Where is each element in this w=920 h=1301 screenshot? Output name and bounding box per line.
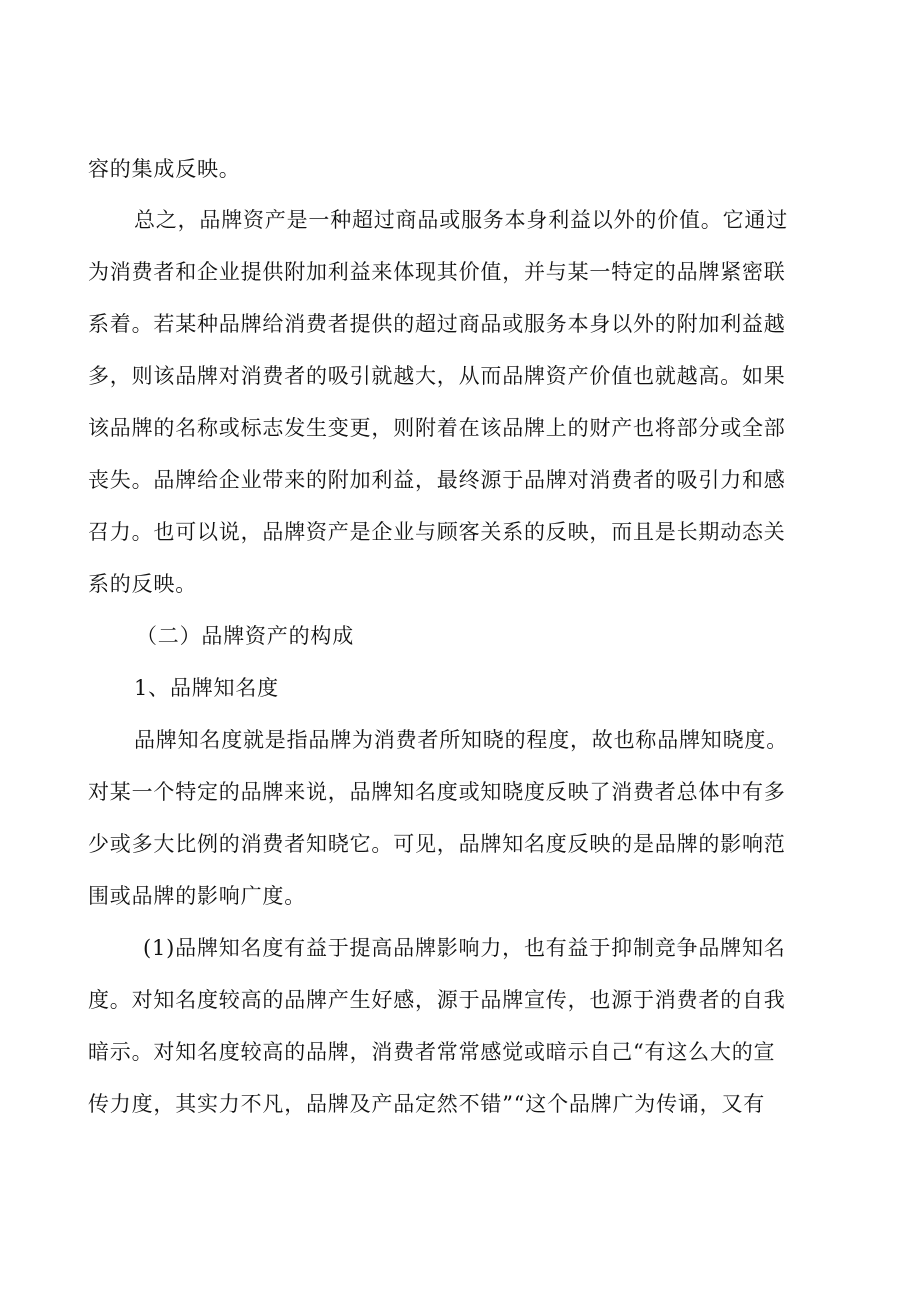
paragraph-line: 少或多大比例的消费者知晓它。可见，品牌知名度反映的是品牌的影响范 bbox=[88, 832, 786, 856]
paragraph-line: 暗示。对知名度较高的品牌，消费者常常感觉或暗示自己“有这么大的宣 bbox=[88, 1040, 776, 1064]
paragraph-line: 召力。也可以说，品牌资产是企业与顾客关系的反映，而且是长期动态关 bbox=[88, 520, 786, 544]
paragraph-line: 围或品牌的影响广度。 bbox=[88, 884, 306, 908]
paragraph-line: 多，则该品牌对消费者的吸引就越大，从而品牌资产价值也就越高。如果 bbox=[88, 364, 786, 388]
paragraph-line: 该品牌的名称或标志发生变更，则附着在该品牌上的财产也将部分或全部 bbox=[88, 416, 786, 440]
paragraph-line: 传力度，其实力不凡，品牌及产品定然不错”“这个品牌广为传诵，又有 bbox=[88, 1092, 766, 1116]
paragraph-line: (1)品牌知名度有益于提高品牌影响力，也有益于抑制竞争品牌知名 bbox=[143, 936, 786, 960]
paragraph-line: 丧失。品牌给企业带来的附加利益，最终源于品牌对消费者的吸引力和感 bbox=[88, 468, 786, 492]
paragraph-line: 对某一个特定的品牌来说，品牌知名度或知晓度反映了消费者总体中有多 bbox=[88, 780, 786, 804]
subsection-heading: 1、品牌知名度 bbox=[134, 676, 279, 700]
section-heading: （二）品牌资产的构成 bbox=[136, 624, 354, 648]
paragraph-line: 品牌知名度就是指品牌为消费者所知晓的程度，故也称品牌知晓度。 bbox=[134, 728, 788, 752]
paragraph-line: 系的反映。 bbox=[88, 572, 197, 596]
paragraph-line: 总之，品牌资产是一种超过商品或服务本身利益以外的价值。它通过 bbox=[134, 208, 788, 232]
paragraph-line: 系着。若某种品牌给消费者提供的超过商品或服务本身以外的附加利益越 bbox=[88, 312, 786, 336]
paragraph-line: 度。对知名度较高的品牌产生好感，源于品牌宣传，也源于消费者的自我 bbox=[88, 988, 786, 1012]
paragraph-line: 为消费者和企业提供附加利益来体现其价值，并与某一特定的品牌紧密联 bbox=[88, 260, 786, 284]
paragraph-line: 容的集成反映。 bbox=[88, 157, 241, 181]
